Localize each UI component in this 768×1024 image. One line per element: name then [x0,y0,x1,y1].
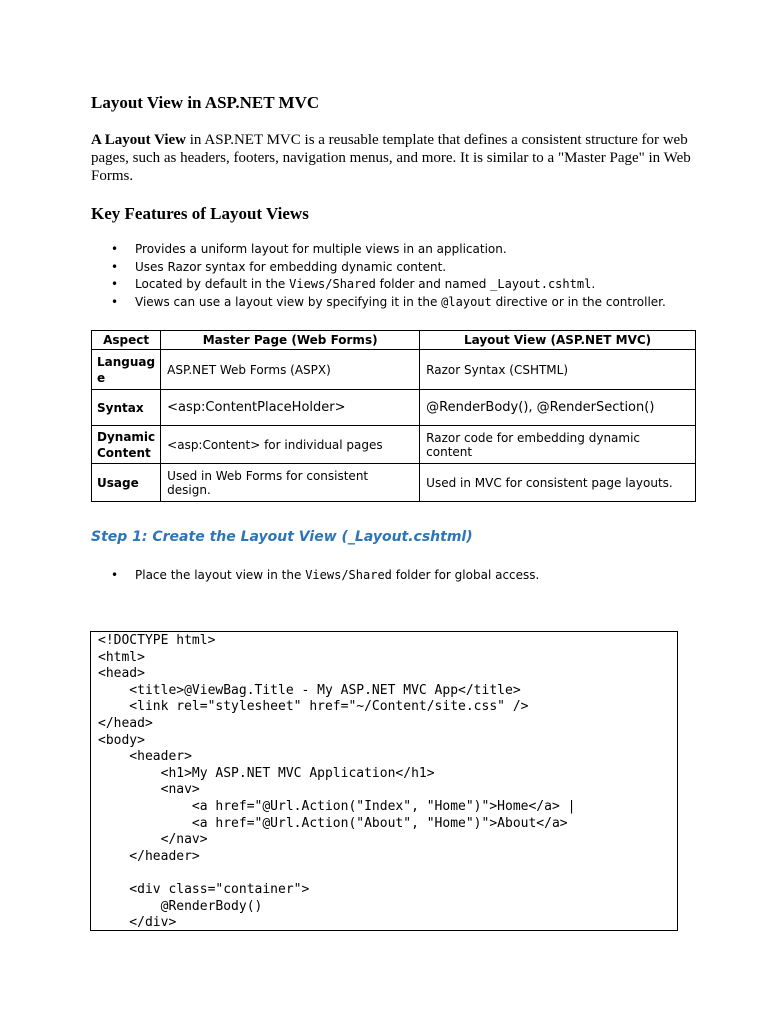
list-item: • Provides a uniform layout for multiple views in an application. [91,241,666,259]
inline-code: _Layout.cshtml [490,277,592,291]
inline-code: @layout [441,294,492,309]
features-list [91,241,666,311]
table-row [92,350,696,390]
table-cell: Used in MVC for consistent page layouts. [420,464,696,502]
table-cell: Usage [92,464,161,502]
list-item: • Place the layout view in the Views/Shared folder for global access. [91,567,539,584]
table-cell: Used in Web Forms for consistent design. [161,464,420,502]
page-title: Layout View in ASP.NET MVC [91,93,320,112]
code-text: <!DOCTYPE html> <html> <head> <title>@ViewBag.Title - My ASP.NET MVC App</title> <link rel="stylesheet" href="~/Content/site.css" /> </head> <body> <header> <h1>My ASP.NET MVC Application</h1> <nav> <a href="@Url.Action("Index", "Home")">Home</a> | <a href="@Url.Action("About", "Home")">About</a> </nav> </header> <div class="container"> @RenderBody() </div> [98,633,576,931]
inline-code: Views/Shared [305,568,392,582]
table-cell: Dynamic Content [92,426,161,464]
table-cell: Razor code for embedding dynamic content [420,426,696,464]
table-header-row [92,331,696,350]
table-cell: <asp:Content> for individual pages [161,426,420,464]
intro-bold-term: A Layout View [91,132,187,148]
inline-code: Views/Shared [289,277,376,291]
table-cell: <asp:ContentPlaceHolder> [161,390,420,426]
column-header: Aspect [92,331,161,350]
table-cell: ASP.NET Web Forms (ASPX) [161,350,420,390]
intro-text: in ASP.NET MVC is a reusable template that defines a consistent structure for web pages, such as headers, footers, navigation menus, and more. It is similar to a "Master Page" in Web Forms. [91,132,691,184]
step-list [91,567,539,584]
column-header: Master Page (Web Forms) [161,331,420,350]
step-heading: Step 1: Create the Layout View (_Layout.cshtml) [91,529,473,545]
features-heading: Key Features of Layout Views [91,204,309,223]
table-row [92,426,696,464]
table-cell: Languag e [92,350,161,390]
list-item: • Uses Razor syntax for embedding dynamic content. [91,259,666,277]
comparison-table [91,330,696,502]
table-row [92,390,696,426]
list-item: • Located by default in the Views/Shared folder and named _Layout.cshtml. [91,276,666,294]
table-cell: Razor Syntax (CSHTML) [420,350,696,390]
list-item: • Views can use a layout view by specifying it in the @layout directive or in the controller. [91,294,666,312]
intro-paragraph [91,131,691,185]
column-header: Layout View (ASP.NET MVC) [420,331,696,350]
table-cell: @RenderBody(), @RenderSection() [420,390,696,426]
code-block [90,631,678,931]
table-row [92,464,696,502]
table-cell: Syntax [92,390,161,426]
